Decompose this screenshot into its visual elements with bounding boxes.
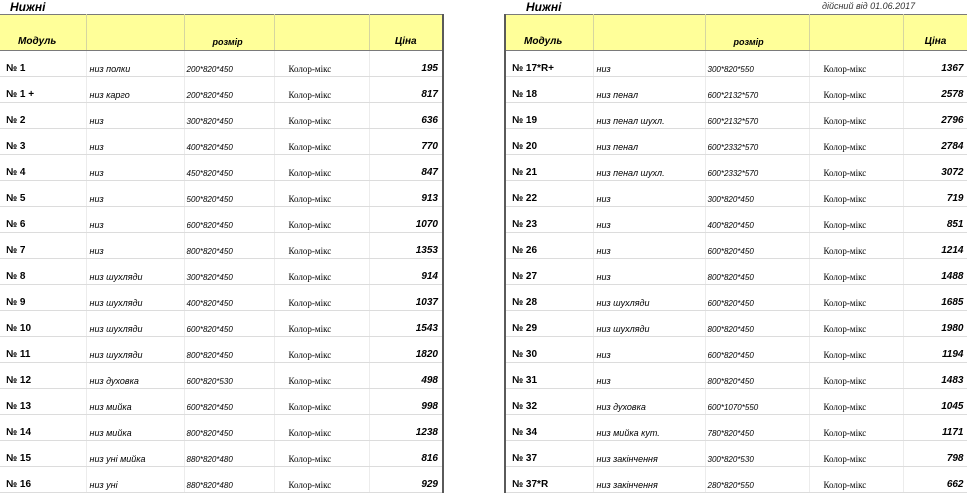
module-price: 851: [903, 207, 967, 233]
module-finish: Колор-мікс: [809, 129, 903, 155]
module-price: 1238: [369, 415, 443, 441]
module-size: 400*820*450: [184, 285, 274, 311]
module-price: 847: [369, 155, 443, 181]
table-row: [0, 51, 443, 77]
table-row: [505, 441, 967, 467]
module-name: низ духовка: [86, 363, 184, 389]
module-price: 498: [369, 363, 443, 389]
module-size: 880*820*480: [184, 467, 274, 493]
module-number: № 18: [505, 77, 593, 103]
module-size: 800*820*450: [705, 311, 809, 337]
module-finish: Колор-мікс: [274, 467, 369, 493]
module-price: 1214: [903, 233, 967, 259]
column-header-price: Ціна: [903, 15, 967, 51]
module-name: низ мийка кут.: [593, 415, 705, 441]
table-row: [505, 415, 967, 441]
module-size: 780*820*450: [705, 415, 809, 441]
table-row: [505, 363, 967, 389]
module-number: № 1 +: [0, 77, 86, 103]
module-number: № 12: [0, 363, 86, 389]
module-finish: Колор-мікс: [274, 207, 369, 233]
module-price: 195: [369, 51, 443, 77]
module-price: 1685: [903, 285, 967, 311]
left-table-header: [0, 15, 443, 51]
module-finish: Колор-мікс: [809, 337, 903, 363]
module-finish: Колор-мікс: [809, 415, 903, 441]
right-price-table: [504, 14, 967, 493]
module-size: 300*820*450: [184, 103, 274, 129]
module-price: 2578: [903, 77, 967, 103]
module-number: № 37: [505, 441, 593, 467]
table-row: [505, 337, 967, 363]
module-name: низ: [593, 363, 705, 389]
module-size: 880*820*480: [184, 441, 274, 467]
table-row: [0, 233, 443, 259]
module-price: 1045: [903, 389, 967, 415]
table-row: [0, 311, 443, 337]
column-header-module: Модуль: [0, 15, 86, 51]
price-valid-date: дійсний від 01.06.2017: [822, 1, 916, 11]
module-price: 1483: [903, 363, 967, 389]
module-size: 600*820*450: [705, 285, 809, 311]
column-header-name: [86, 15, 184, 51]
module-finish: Колор-мікс: [274, 415, 369, 441]
module-price: 1367: [903, 51, 967, 77]
module-finish: Колор-мікс: [809, 207, 903, 233]
module-size: 800*820*450: [184, 233, 274, 259]
module-name: низ закінчення: [593, 467, 705, 493]
module-size: 280*820*550: [705, 467, 809, 493]
table-row: [0, 207, 443, 233]
module-finish: Колор-мікс: [274, 103, 369, 129]
table-row: [505, 129, 967, 155]
module-name: низ уні: [86, 467, 184, 493]
module-finish: Колор-мікс: [809, 51, 903, 77]
module-number: № 30: [505, 337, 593, 363]
left-sheet-title: Нижні: [10, 0, 46, 14]
table-row: [0, 259, 443, 285]
module-size: 600*820*530: [184, 363, 274, 389]
table-row: [0, 77, 443, 103]
module-finish: Колор-мікс: [274, 259, 369, 285]
table-row: [505, 103, 967, 129]
module-name: низ: [86, 129, 184, 155]
table-row: [505, 389, 967, 415]
module-size: 300*820*450: [705, 181, 809, 207]
module-name: низ шухляди: [86, 337, 184, 363]
module-price: 1171: [903, 415, 967, 441]
right-sheet-title: Нижні: [526, 0, 562, 14]
table-row: [505, 207, 967, 233]
module-size: 500*820*450: [184, 181, 274, 207]
module-name: низ: [86, 155, 184, 181]
module-finish: Колор-мікс: [809, 77, 903, 103]
module-number: № 3: [0, 129, 86, 155]
module-size: 600*2132*570: [705, 77, 809, 103]
module-finish: Колор-мікс: [809, 103, 903, 129]
module-number: № 5: [0, 181, 86, 207]
module-price: 3072: [903, 155, 967, 181]
module-number: № 7: [0, 233, 86, 259]
module-price: 1194: [903, 337, 967, 363]
module-number: № 13: [0, 389, 86, 415]
module-finish: Колор-мікс: [274, 181, 369, 207]
module-finish: Колор-мікс: [809, 233, 903, 259]
module-finish: Колор-мікс: [274, 129, 369, 155]
module-name: низ: [593, 51, 705, 77]
table-row: [0, 337, 443, 363]
module-number: № 16: [0, 467, 86, 493]
module-finish: Колор-мікс: [809, 441, 903, 467]
module-name: низ пенал шухл.: [593, 103, 705, 129]
module-name: низ мийка: [86, 415, 184, 441]
module-finish: Колор-мікс: [809, 467, 903, 493]
module-finish: Колор-мікс: [274, 311, 369, 337]
module-name: низ шухляди: [86, 285, 184, 311]
module-finish: Колор-мікс: [274, 363, 369, 389]
module-name: низ: [593, 181, 705, 207]
module-size: 400*820*450: [184, 129, 274, 155]
module-price: 1070: [369, 207, 443, 233]
module-finish: Колор-мікс: [809, 389, 903, 415]
module-number: № 37*R: [505, 467, 593, 493]
module-number: № 29: [505, 311, 593, 337]
table-row: [0, 467, 443, 493]
module-size: 300*820*550: [705, 51, 809, 77]
table-row: [505, 285, 967, 311]
module-name: низ пенал: [593, 129, 705, 155]
module-price: 2784: [903, 129, 967, 155]
module-number: № 23: [505, 207, 593, 233]
column-header-finish: [274, 15, 369, 51]
module-finish: Колор-мікс: [809, 363, 903, 389]
module-size: 600*820*450: [184, 311, 274, 337]
module-price: 913: [369, 181, 443, 207]
module-finish: Колор-мікс: [274, 337, 369, 363]
module-number: № 15: [0, 441, 86, 467]
module-name: низ мийка: [86, 389, 184, 415]
module-name: низ духовка: [593, 389, 705, 415]
table-row: [0, 285, 443, 311]
table-row: [0, 103, 443, 129]
table-row: [505, 311, 967, 337]
module-price: 1037: [369, 285, 443, 311]
module-name: низ: [86, 233, 184, 259]
module-finish: Колор-мікс: [274, 77, 369, 103]
table-row: [0, 389, 443, 415]
module-number: № 11: [0, 337, 86, 363]
module-number: № 6: [0, 207, 86, 233]
module-number: № 28: [505, 285, 593, 311]
module-name: низ пенал шухл.: [593, 155, 705, 181]
module-number: № 10: [0, 311, 86, 337]
module-number: № 19: [505, 103, 593, 129]
module-name: низ: [86, 207, 184, 233]
module-number: № 9: [0, 285, 86, 311]
module-name: низ: [86, 181, 184, 207]
module-name: низ полки: [86, 51, 184, 77]
table-row: [505, 467, 967, 493]
module-finish: Колор-мікс: [274, 285, 369, 311]
module-number: № 17*R+: [505, 51, 593, 77]
module-name: низ: [593, 233, 705, 259]
module-finish: Колор-мікс: [809, 259, 903, 285]
module-finish: Колор-мікс: [809, 311, 903, 337]
module-size: 800*820*450: [184, 415, 274, 441]
column-header-finish: [809, 15, 903, 51]
module-size: 600*2132*570: [705, 103, 809, 129]
module-finish: Колор-мікс: [274, 155, 369, 181]
module-name: низ закінчення: [593, 441, 705, 467]
module-number: № 32: [505, 389, 593, 415]
module-size: 450*820*450: [184, 155, 274, 181]
module-number: № 20: [505, 129, 593, 155]
table-row: [505, 233, 967, 259]
module-size: 400*820*450: [705, 207, 809, 233]
module-size: 300*820*530: [705, 441, 809, 467]
module-name: низ: [593, 207, 705, 233]
module-price: 998: [369, 389, 443, 415]
module-size: 600*820*450: [705, 233, 809, 259]
module-name: низ: [593, 259, 705, 285]
module-price: 914: [369, 259, 443, 285]
module-size: 800*820*450: [705, 363, 809, 389]
module-price: 662: [903, 467, 967, 493]
module-name: низ шухляди: [86, 259, 184, 285]
module-finish: Колор-мікс: [274, 51, 369, 77]
module-size: 600*2332*570: [705, 129, 809, 155]
module-number: № 14: [0, 415, 86, 441]
module-finish: Колор-мікс: [809, 181, 903, 207]
module-price: 929: [369, 467, 443, 493]
table-row: [0, 155, 443, 181]
module-price: 636: [369, 103, 443, 129]
table-row: [505, 77, 967, 103]
column-header-name: [593, 15, 705, 51]
module-price: 817: [369, 77, 443, 103]
module-size: 600*820*450: [184, 389, 274, 415]
module-name: низ: [86, 103, 184, 129]
module-size: 600*820*450: [705, 337, 809, 363]
right-table-header: [505, 15, 967, 51]
module-finish: Колор-мікс: [274, 233, 369, 259]
module-number: № 2: [0, 103, 86, 129]
module-size: 600*1070*550: [705, 389, 809, 415]
module-name: низ шухляди: [593, 285, 705, 311]
module-name: низ карго: [86, 77, 184, 103]
module-size: 200*820*450: [184, 77, 274, 103]
module-number: № 1: [0, 51, 86, 77]
module-price: 798: [903, 441, 967, 467]
table-row: [0, 181, 443, 207]
module-name: низ шухляди: [86, 311, 184, 337]
module-size: 600*820*450: [184, 207, 274, 233]
module-size: 300*820*450: [184, 259, 274, 285]
column-header-module: Модуль: [505, 15, 593, 51]
module-size: 200*820*450: [184, 51, 274, 77]
module-price: 1980: [903, 311, 967, 337]
table-row: [505, 155, 967, 181]
module-number: № 27: [505, 259, 593, 285]
module-number: № 31: [505, 363, 593, 389]
module-finish: Колор-мікс: [809, 285, 903, 311]
module-price: 719: [903, 181, 967, 207]
module-price: 1820: [369, 337, 443, 363]
column-header-size: розмір: [184, 15, 274, 51]
module-price: 1488: [903, 259, 967, 285]
module-name: низ шухляди: [593, 311, 705, 337]
module-price: 2796: [903, 103, 967, 129]
table-row: [505, 181, 967, 207]
module-size: 800*820*450: [184, 337, 274, 363]
column-header-price: Ціна: [369, 15, 443, 51]
module-number: № 4: [0, 155, 86, 181]
module-name: низ: [593, 337, 705, 363]
module-finish: Колор-мікс: [274, 389, 369, 415]
table-row: [505, 51, 967, 77]
table-row: [0, 363, 443, 389]
module-name: низ пенал: [593, 77, 705, 103]
module-size: 800*820*450: [705, 259, 809, 285]
table-row: [0, 129, 443, 155]
module-number: № 22: [505, 181, 593, 207]
module-price: 816: [369, 441, 443, 467]
column-header-size: розмір: [705, 15, 809, 51]
table-row: [0, 441, 443, 467]
module-number: № 8: [0, 259, 86, 285]
module-price: 770: [369, 129, 443, 155]
module-price: 1543: [369, 311, 443, 337]
table-row: [0, 415, 443, 441]
module-number: № 21: [505, 155, 593, 181]
module-size: 600*2332*570: [705, 155, 809, 181]
module-price: 1353: [369, 233, 443, 259]
module-number: № 26: [505, 233, 593, 259]
module-finish: Колор-мікс: [274, 441, 369, 467]
module-finish: Колор-мікс: [809, 155, 903, 181]
module-number: № 34: [505, 415, 593, 441]
table-row: [505, 259, 967, 285]
left-price-table: [0, 14, 444, 493]
module-name: низ уні мийка: [86, 441, 184, 467]
